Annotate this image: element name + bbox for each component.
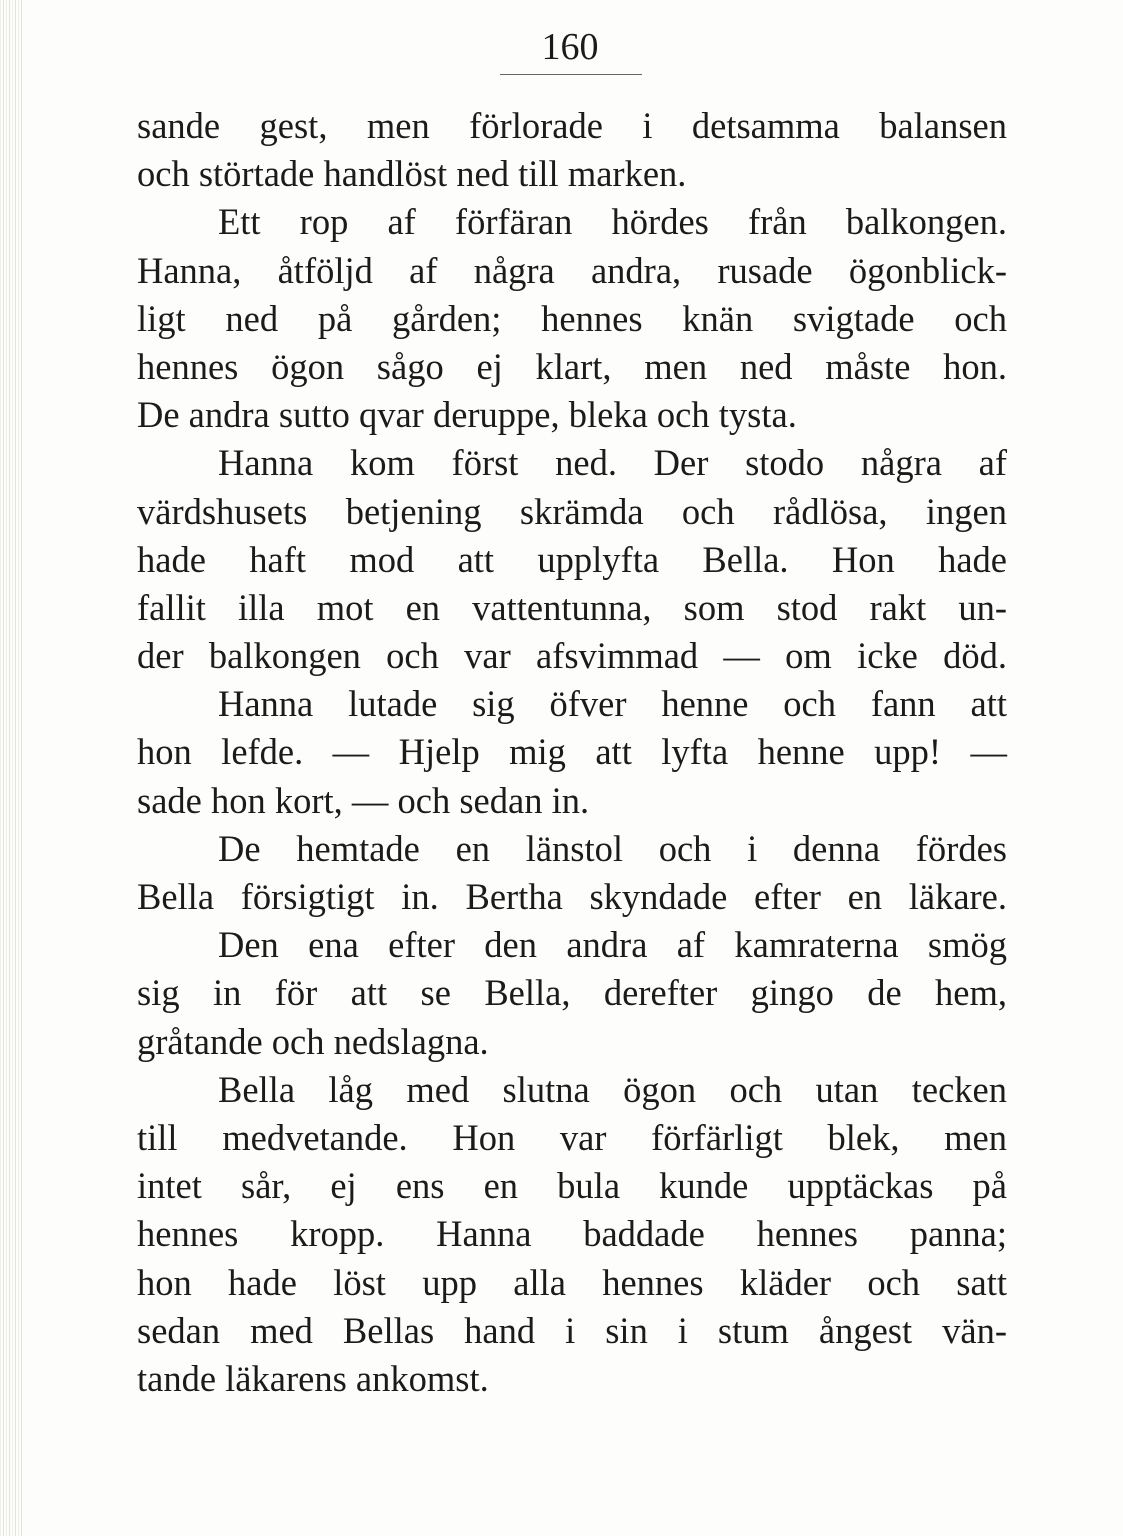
text-line: Ett rop af förfäran hördes från balkongen. [218, 201, 1007, 243]
text-line: De andra sutto qvar deruppe, bleka och tysta. [137, 394, 797, 436]
text-line: Bella försigtigt in. Bertha skyndade efter en läkare. [137, 876, 1007, 917]
text-line: ligt ned på gården; hennes knän svigtade och [137, 297, 1007, 339]
text-line: Hanna, åtföljd af några andra, rusade ögonblick- [137, 249, 1007, 291]
text-line: sedan med Bellas hand i sin i stum ångest vän- [137, 1309, 1007, 1351]
text-line: hennes kropp. Hanna baddade hennes panna; [137, 1213, 1007, 1255]
text-line: Hanna lutade sig öfver henne och fann att [218, 683, 1007, 725]
scan-edge [0, 0, 22, 1536]
text-line: tande läkarens ankomst. [137, 1357, 489, 1399]
text-line: gråtande och nedslagna. [137, 1020, 489, 1062]
text-line: och störtade handlöst ned till marken. [137, 153, 687, 195]
text-line: fallit illa mot en vattentunna, som stod rakt un- [137, 586, 1007, 628]
text-line: hade haft mod att upplyfta Bella. Hon hade [137, 538, 1007, 580]
page-number: 160 [541, 26, 599, 68]
text-line: der balkongen och var afsvimmad — om icke död. [137, 635, 1007, 677]
text-line: Bella låg med slutna ögon och utan tecken [218, 1068, 1007, 1110]
text-line: Den ena efter den andra af kamraterna smög [218, 924, 1007, 966]
text-line: sig in för att se Bella, derefter gingo de hem, [137, 972, 1007, 1014]
text-line: värdshusets betjening skrämda och rådlösa, ingen [137, 490, 1007, 532]
text-line: hennes ögon sågo ej klart, men ned måste hon. [137, 345, 1007, 387]
body-text [137, 102, 1007, 1403]
text-line: hon lefde. — Hjelp mig att lyfta henne upp! — [137, 731, 1007, 773]
text-line: hon hade löst upp alla hennes kläder och satt [137, 1261, 1007, 1303]
text-line: till medvetande. Hon var förfärligt blek, men [137, 1116, 1007, 1158]
text-line: De hemtade en länstol och i denna fördes [218, 827, 1007, 869]
text-line: sande gest, men förlorade i detsamma balansen [137, 105, 1007, 146]
text-line: sade hon kort, — och sedan in. [137, 779, 590, 821]
page-number-rule [500, 74, 642, 75]
text-line: intet sår, ej ens en bula kunde upptäckas på [137, 1165, 1007, 1207]
text-line: Hanna kom först ned. Der stodo några af [218, 442, 1007, 484]
